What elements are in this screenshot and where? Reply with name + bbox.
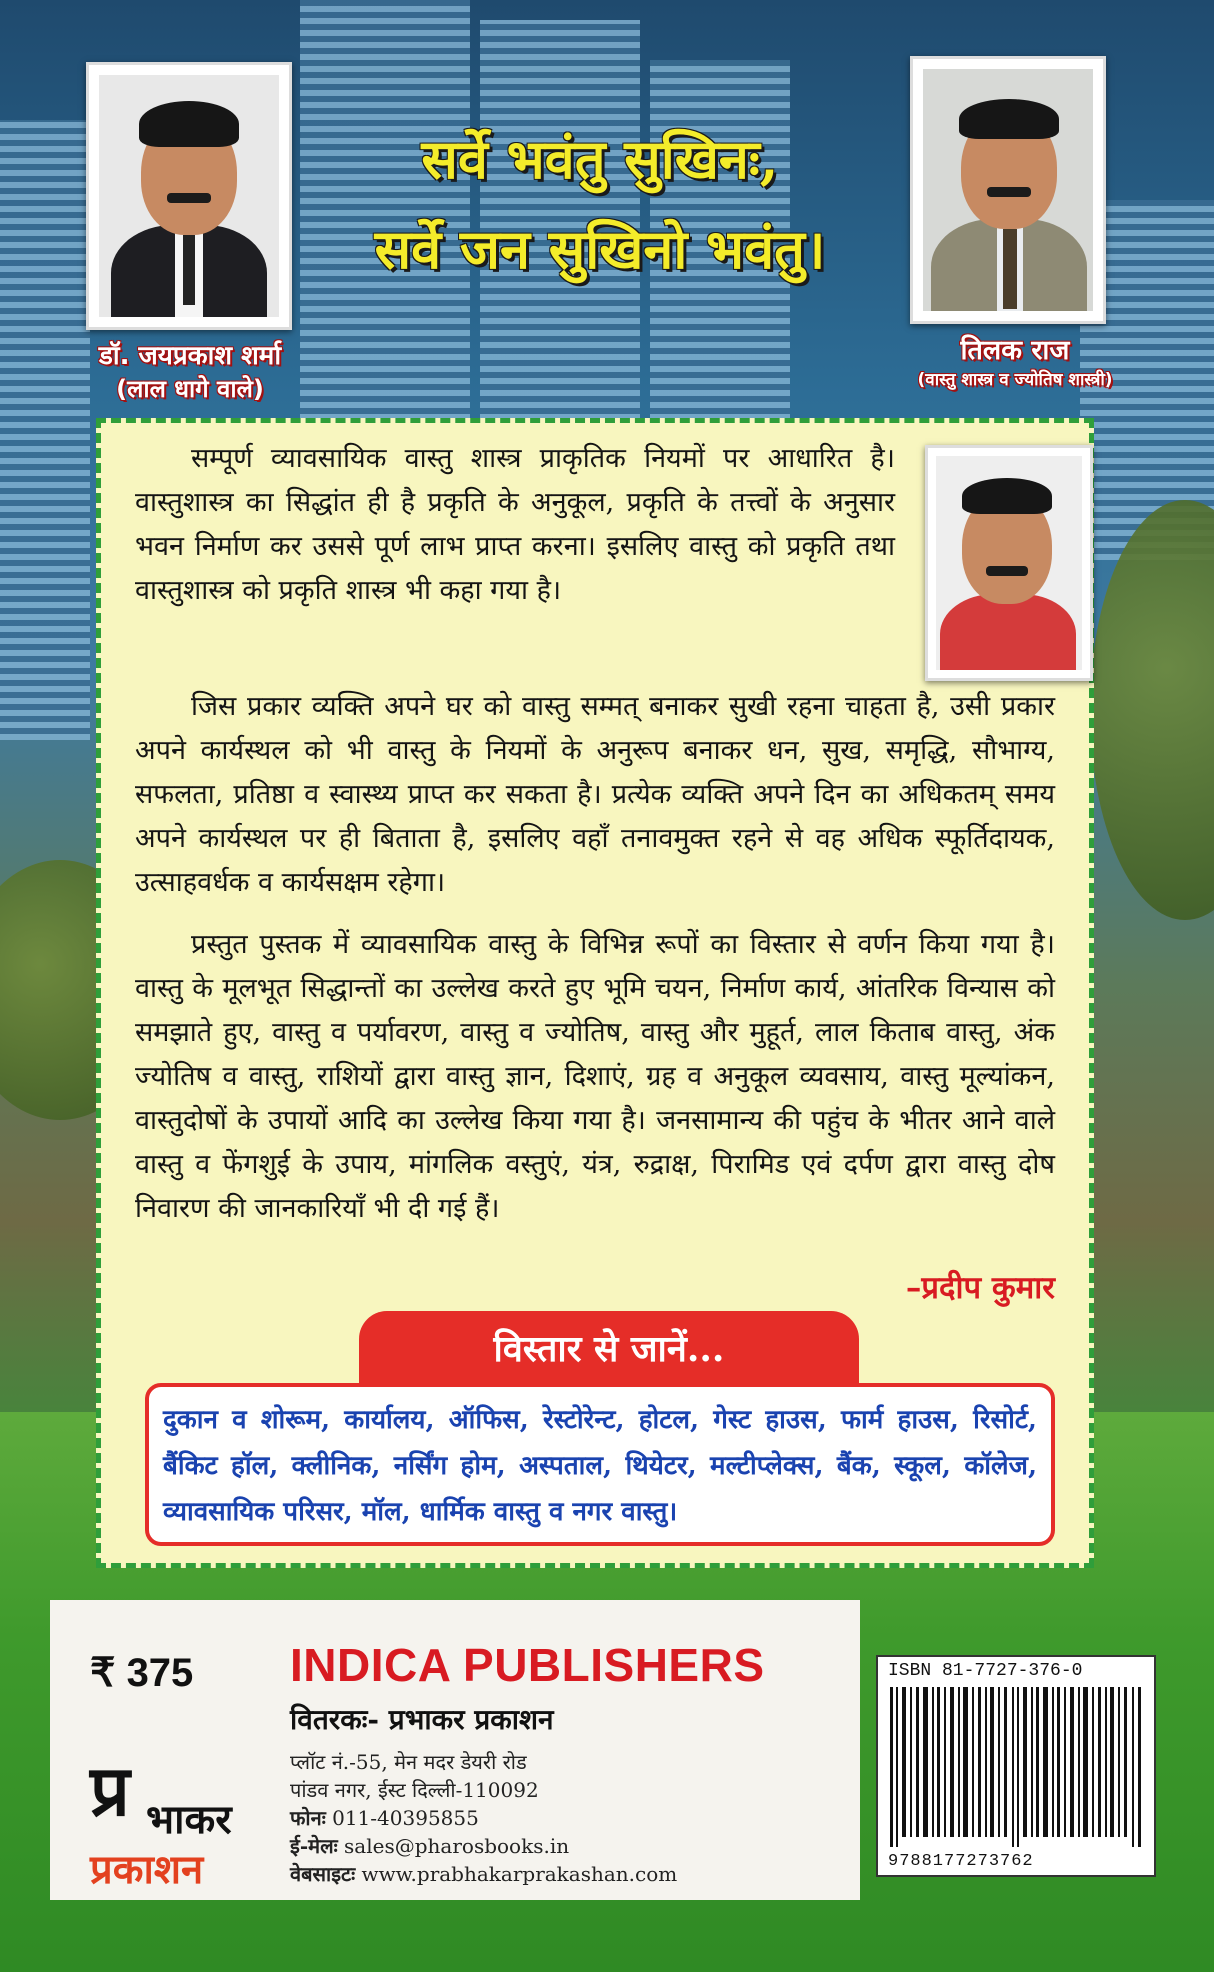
website-label: वेबसाइटः — [290, 1862, 356, 1886]
background-building — [0, 120, 90, 740]
author-tagline-left: (लाल धागे वाले) — [116, 375, 264, 403]
publisher-name: INDICA PUBLISHERS — [290, 1639, 765, 1691]
email-address: sales@pharosbooks.in — [344, 1834, 570, 1858]
price-label: ₹ 375 — [90, 1651, 194, 1695]
website-line — [290, 1860, 677, 1887]
shloka-line-1: सर्वे भवंतु सुखिनः, — [421, 127, 779, 191]
author-tagline-right: (वास्तु शास्त्र व ज्योतिष शास्त्री) — [917, 370, 1113, 390]
author-photo-center — [925, 445, 1093, 681]
address-line-2: पांडव नगर, ईस्ट दिल्ली-110092 — [290, 1778, 539, 1802]
learn-more-banner — [359, 1311, 859, 1383]
distributor-label: वितरकः- प्रभाकर प्रकाशन — [290, 1703, 554, 1736]
topics-box — [145, 1383, 1055, 1546]
barcode-digits: 9788177273762 — [888, 1852, 1034, 1871]
website-url: www.prabhakarprakashan.com — [361, 1862, 678, 1886]
address-line-1: प्लॉट नं.-55, मेन मदर डेयरी रोड — [290, 1750, 527, 1774]
phone-label: फोनः — [290, 1806, 326, 1830]
logo-letter: प्र — [90, 1749, 130, 1832]
shloka-line-2: सर्वे जन सुखिनो भवंतु। — [374, 217, 826, 281]
author-name-right: तिलक राज — [960, 335, 1070, 366]
author-caption-right — [870, 330, 1160, 390]
publisher-block — [50, 1600, 860, 1900]
author-caption-left — [60, 336, 320, 405]
topics-list: दुकान व शोरूम, कार्यालय, ऑफिस, रेस्टोरेन्ट, होटल, गेस्ट हाउस, फार्म हाउस, रिसोर्ट, बैंकिट हॉल, क्लीनिक, नर्सिंग होम, अस्पताल, थियेटर, मल्टीप्लेक्स, बैंक, स्कूल, कॉलेज, व्यावसायिक परिसर, मॉल, धार्मिक वास्तु व नगर वास्तु। — [163, 1405, 1037, 1527]
isbn-number: ISBN 81-7727-376-0 — [888, 1661, 1083, 1681]
background-tree — [1090, 500, 1214, 920]
isbn-barcode — [876, 1655, 1156, 1877]
learn-more-heading: विस्तार से जानें... — [493, 1327, 725, 1370]
publisher-logo — [90, 1740, 300, 1893]
phone-number: 011-40395855 — [332, 1806, 479, 1830]
description-panel — [96, 418, 1094, 1568]
description-paragraph-2: जिस प्रकार व्यक्ति अपने घर को वास्तु सम्मत् बनाकर सुखी रहना चाहता है, उसी प्रकार अपने कार्यस्थल को भी वास्तु के नियमों के अनुरूप बनाकर धन, सुख, समृद्धि, सौभाग्य, सफलता, प्रतिष्ठा व स्वास्थ्य प्राप्त कर सकता है। प्रत्येक व्यक्ति अपने दिन का अधिकतम् समय अपने कार्यस्थल पर ही बिताता है, इसलिए वहाँ तनावमुक्त रहने से वह अधिक स्फूर्तिदायक, उत्साहवर्धक व कार्यसक्षम रहेगा। — [135, 691, 1055, 898]
email-label: ई-मेलः — [290, 1834, 338, 1858]
description-paragraph-1: सम्पूर्ण व्यावसायिक वास्तु शास्त्र प्राकृतिक नियमों पर आधारित है। वास्तुशास्त्र का सिद्धांत ही है प्रकृति के अनुकूल, प्रकृति के तत्त्वों के अनुसार भवन निर्माण कर उससे पूर्ण लाभ प्राप्त करना। इसलिए वास्तु को प्रकृति तथा वास्तुशास्त्र को प्रकृति शास्त्र भी कहा गया है। — [135, 443, 895, 606]
description-paragraph-3: प्रस्तुत पुस्तक में व्यावसायिक वास्तु के विभिन्न रूपों का विस्तार से वर्णन किया गया है। वास्तु के मूलभूत सिद्धान्तों का उल्लेख करते हुए भूमि चयन, निर्माण कार्य, आंतरिक विन्यास को समझाते हुए, वास्तु व पर्यावरण, वास्तु व ज्योतिष, वास्तु और मुहूर्त, लाल किताब वास्तु, अंक ज्योतिष व वास्तु, राशियों द्वारा वास्तु ज्ञान, दिशाएं, ग्रह व अनुकूल व्यवसाय, वास्तु मूल्यांकन, वास्तुदोषों के उपायों आदि का उल्लेख किया गया है। जनसामान्य की पहुंच के भीतर आने वाले वास्तु व फेंगशुई के उपाय, मांगलिक वस्तुएं, यंत्र, रुद्राक्ष, पिरामिड एवं दर्पण द्वारा वास्तु दोष निवारण की जानकारियाँ भी दी गई हैं। — [135, 929, 1055, 1224]
author-name-left: डॉ. जयप्रकाश शर्मा — [98, 341, 282, 371]
phone-line — [290, 1804, 479, 1831]
author-photo-right — [910, 56, 1106, 324]
logo-word-2: प्रकाशन — [90, 1846, 204, 1893]
logo-word-1: भाकर — [146, 1796, 232, 1843]
author-photo-left — [86, 62, 292, 330]
barcode-bars — [890, 1687, 1146, 1847]
author-signature: –प्रदीप कुमार — [905, 1270, 1055, 1306]
email-line — [290, 1832, 569, 1859]
